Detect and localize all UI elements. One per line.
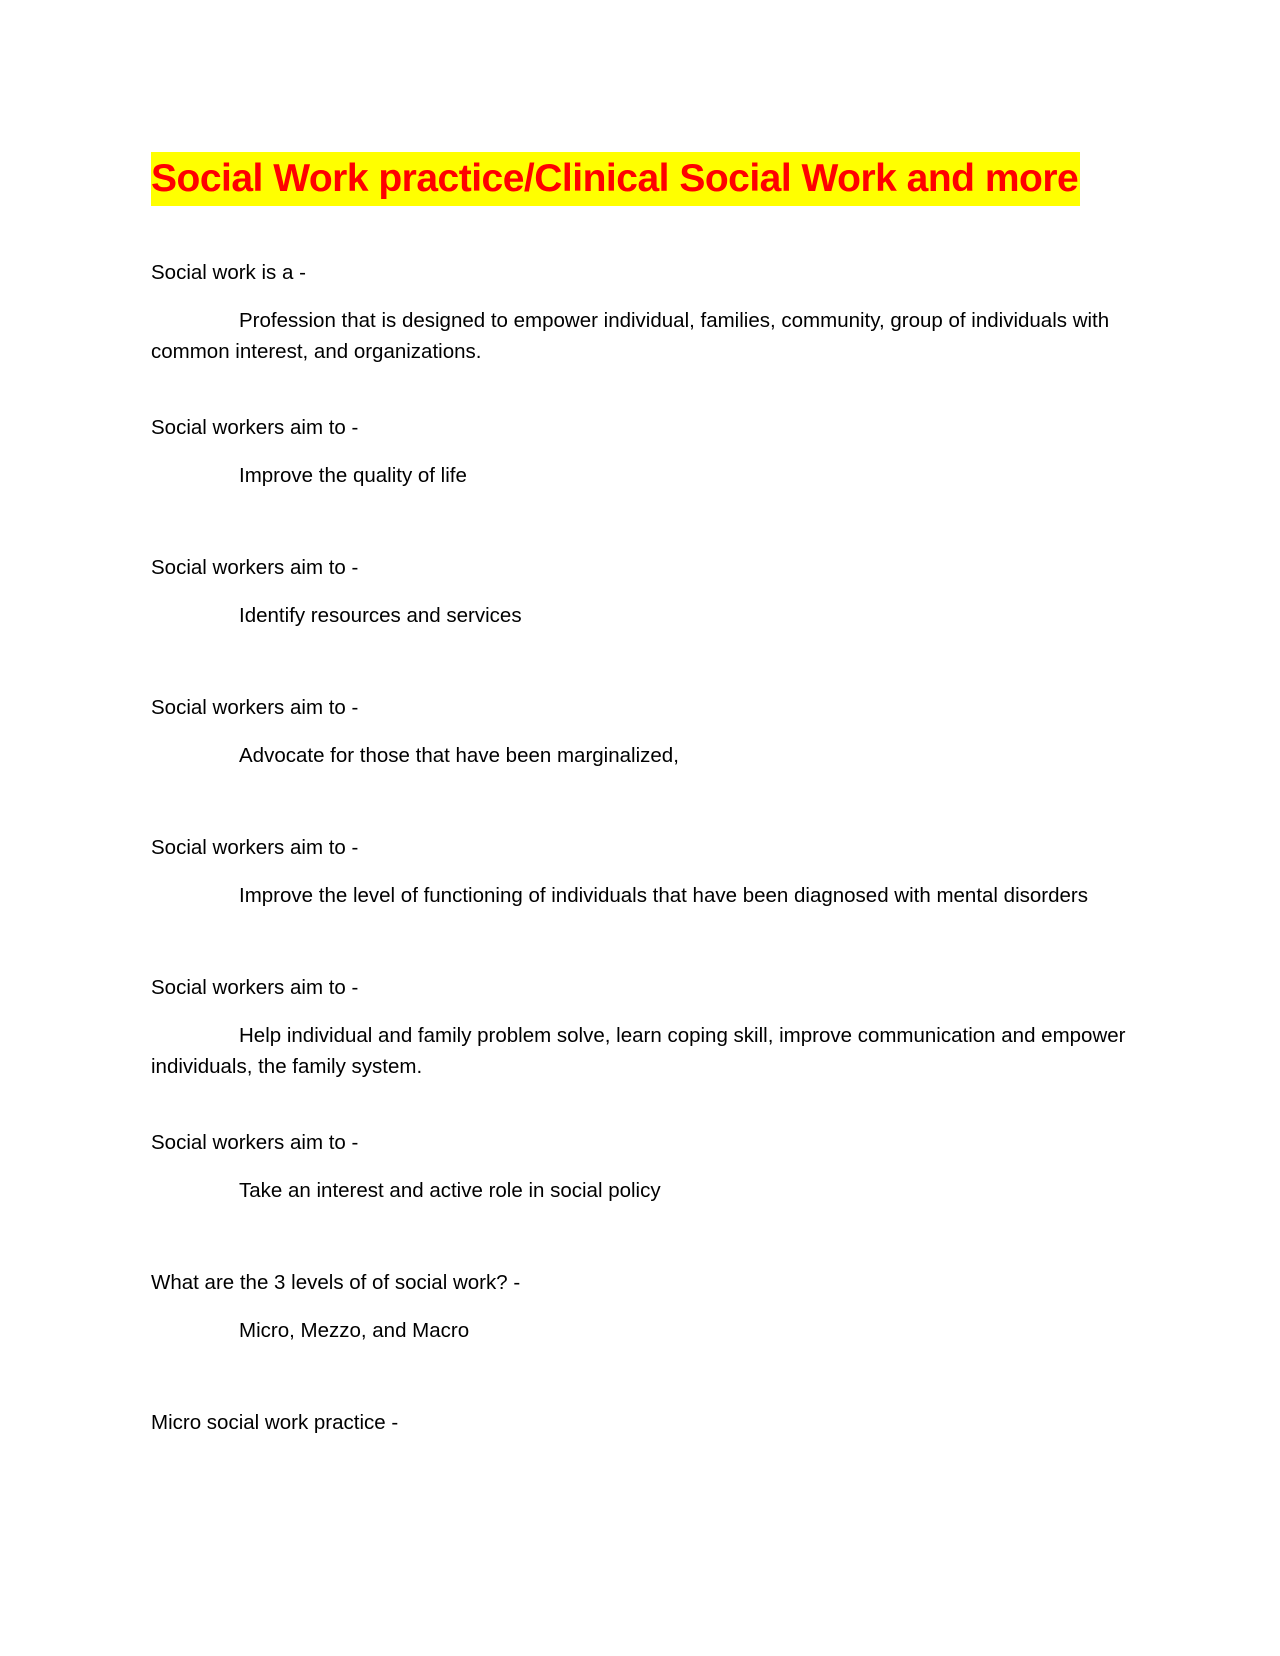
question-text: Social workers aim to - [151, 556, 359, 579]
spacer [151, 1082, 1126, 1128]
answer-text: Identify resources and services [239, 604, 522, 627]
question-text: Micro social work practice - [151, 1411, 399, 1434]
question-text: Social workers aim to - [151, 1131, 359, 1154]
spacer [151, 1206, 1126, 1268]
qa-item [151, 413, 1126, 491]
spacer [151, 491, 1126, 553]
spacer [151, 367, 1126, 413]
qa-item [151, 973, 1126, 1082]
question-text: Social workers aim to - [151, 416, 359, 439]
answer-text: Take an interest and active role in social policy [239, 1179, 661, 1202]
spacer [151, 911, 1126, 973]
qa-item [151, 1268, 1126, 1346]
qa-item [151, 1128, 1126, 1206]
document-title: Social Work practice/Clinical Social Work and more [151, 152, 1080, 206]
spacer [151, 1346, 1126, 1408]
answer-text: Help individual and family problem solve, learn coping skill, improve communication and empower individuals, the family system. [151, 1024, 1126, 1078]
qa-item [151, 1408, 1126, 1438]
answer-text: Profession that is designed to empower individual, families, community, group of individuals with common interest, and organizations. [151, 309, 1110, 363]
answer-text: Improve the level of functioning of individuals that have been diagnosed with mental disorders [239, 884, 1088, 907]
qa-item [151, 833, 1126, 911]
qa-item [151, 553, 1126, 631]
answer-text: Micro, Mezzo, and Macro [239, 1319, 470, 1342]
document-body [151, 258, 1126, 1438]
question-text: Social work is a - [151, 261, 306, 284]
spacer [151, 771, 1126, 833]
qa-item [151, 693, 1126, 771]
question-text: Social workers aim to - [151, 836, 359, 859]
qa-item [151, 258, 1126, 367]
answer-text: Improve the quality of life [239, 464, 467, 487]
question-text: What are the 3 levels of of social work? - [151, 1271, 521, 1294]
question-text: Social workers aim to - [151, 976, 359, 999]
answer-text: Advocate for those that have been marginalized, [239, 744, 679, 767]
spacer [151, 631, 1126, 693]
question-text: Social workers aim to - [151, 696, 359, 719]
